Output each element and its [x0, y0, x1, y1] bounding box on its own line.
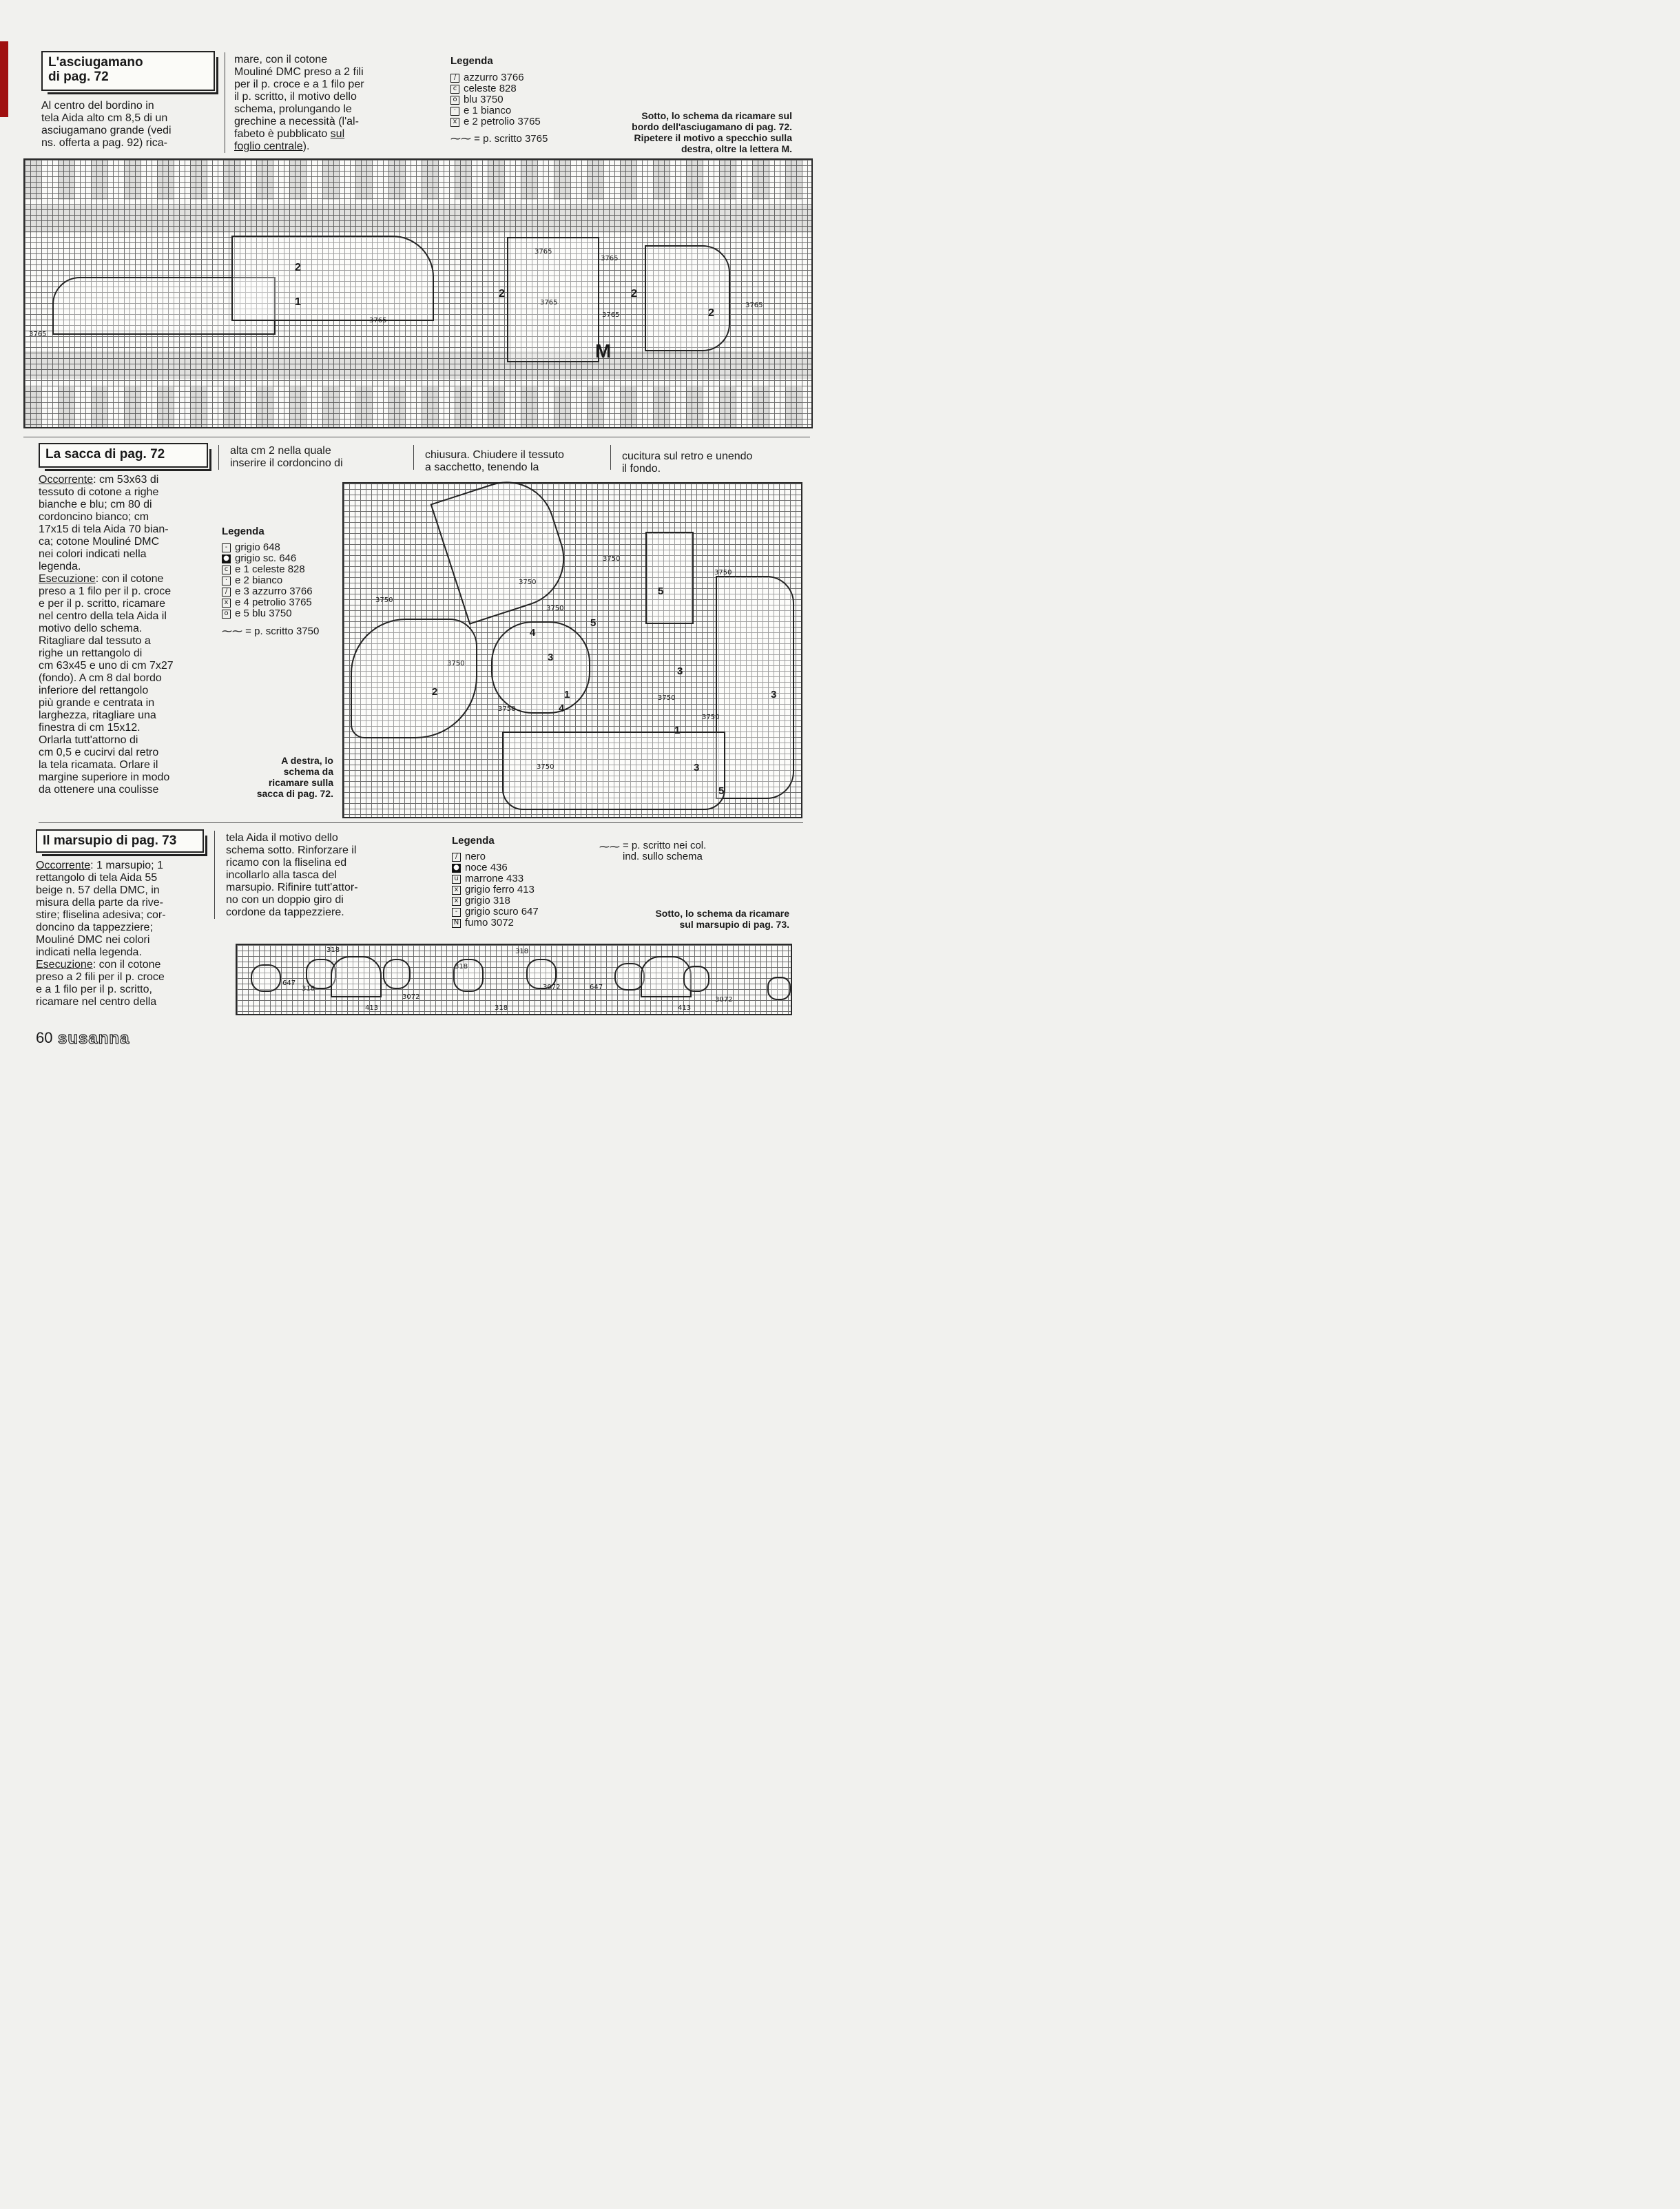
section2-text-col4: cucitura sul retro e unendo il fondo. — [622, 450, 753, 475]
section3-title: Il marsupio di pag. 73 — [36, 829, 204, 853]
stitch-symbol-icon: x — [222, 599, 231, 608]
section2-legend-label: e 2 bianco — [235, 574, 283, 586]
pouch-chart-label: 647 — [590, 984, 603, 991]
section3-legend-item — [452, 917, 539, 929]
towel-letter-block-2 — [645, 245, 730, 351]
stitch-symbol-icon: u — [452, 875, 461, 884]
column-divider — [610, 445, 611, 470]
bag-chart-label: 3750 — [714, 569, 732, 577]
towel-swirl-motif — [231, 236, 434, 321]
section2-text-col3: chiusura. Chiudere il tessuto a sacchetto, tenendo la — [425, 449, 564, 473]
bag-chart-number: 3 — [677, 665, 683, 677]
section3-legend-label: grigio 318 — [465, 895, 510, 906]
section2-legend-label: grigio sc. 646 — [235, 552, 297, 564]
section1-title: L'asciugamano di pag. 72 — [41, 51, 215, 91]
column-divider — [214, 831, 215, 919]
section3-text-col2: tela Aida il motivo dello schema sotto. Rinforzare il ricamo con la fliselina ed incollarlo alla tasca del marsupio. Rifinire tutt'attor- no con un doppio giro di cordone da tappezziere. — [226, 832, 358, 918]
section1-legend — [450, 72, 541, 127]
section1-link-foglio[interactable]: sul foglio centrale — [234, 128, 345, 152]
section3-legend-label: nero — [465, 851, 486, 862]
bag-chart-number: 5 — [658, 585, 664, 597]
towel-chart-bottom-border-band — [25, 387, 811, 427]
bag-letter-motif — [645, 532, 694, 624]
pouch-chart-label: 318 — [455, 963, 468, 971]
pouch-motif — [683, 966, 709, 992]
section2-esecuzione-text: : con il cotone preso a 1 filo per il p. croce e per il p. scritto, ricamare nel centro della tela Aida il motivo dello schema. Ritagliare dal tessuto a righe un rettangolo di cm 63x45 e uno di cm 7x27 (fondo). A cm 8 dal bordo inferiore del rettangolo più grande e centrata in larghezza, ritagliare una finestra di cm 15x12. Orlarla tutt'attorno di cm 0,5 e cucirvi dal retro la tela ricamata. Orlare il margine superiore in modo da ottenere una coulisse — [39, 573, 174, 796]
section3-legend-title: Legenda — [452, 835, 495, 847]
stitch-symbol-icon: N — [452, 919, 461, 928]
section2-legend-label: grigio 648 — [235, 541, 280, 553]
bag-chart-label: 3750 — [498, 705, 516, 713]
section1-legend-label: blu 3750 — [464, 94, 504, 105]
section2-caption: A destra, lo schema da ricamare sulla sacca di pag. 72. — [256, 755, 333, 799]
pouch-chart-label: 413 — [365, 1004, 379, 1012]
section1-text-col2-end: ). — [302, 141, 310, 152]
section2-title: La sacca di pag. 72 — [39, 443, 208, 468]
bag-chart-label: 3750 — [537, 763, 554, 771]
section3-legend-item — [452, 895, 539, 906]
bag-chart-label: 3750 — [519, 579, 537, 586]
pouch-motif — [383, 959, 411, 989]
bag-chart-label: 3750 — [447, 660, 465, 667]
section3-legend-item — [452, 884, 539, 895]
section1-legend-item — [450, 94, 541, 105]
section2-legend-stitch-text: = p. scritto 3750 — [245, 625, 320, 637]
magazine-logo: susanna — [58, 1029, 130, 1048]
bag-chart-label: 3750 — [658, 694, 676, 702]
pouch-chart-label: 318 — [326, 946, 340, 954]
bag-chart-label: 3750 — [702, 714, 720, 721]
pouch-chart-label: 3072 — [402, 993, 420, 1001]
section1-legend-label: e 1 bianco — [464, 105, 512, 116]
section2-legend-label: e 1 celeste 828 — [235, 563, 305, 575]
section2-legend-item — [222, 575, 313, 586]
bag-bottom-motif — [502, 732, 725, 810]
bag-right-motif — [716, 576, 794, 799]
bag-chart-label: 3750 — [546, 605, 564, 612]
stitch-symbol-icon: x — [450, 118, 459, 127]
towel-chart-label: 3765 — [602, 311, 620, 319]
pouch-chart — [236, 944, 792, 1015]
bag-chart-number: 3 — [771, 689, 777, 701]
section3-legend-label: noce 436 — [465, 862, 508, 873]
towel-chart-number: 2 — [708, 307, 714, 319]
section3-legend-label: fumo 3072 — [465, 917, 514, 929]
section1-legend-item — [450, 116, 541, 127]
section1-legend-label: azzurro 3766 — [464, 72, 524, 83]
section1-legend-stitch — [450, 132, 548, 145]
page-edge-strip — [0, 41, 8, 117]
bag-chart-label: 3750 — [375, 597, 393, 604]
section3-text-col1 — [36, 860, 208, 1008]
towel-chart-label: 3765 — [745, 302, 763, 309]
section2-esecuzione-label: Esecuzione — [39, 573, 96, 585]
section2-occorrente-text: : cm 53x63 di tessuto di cotone a righe bianche e blu; cm 80 di cordoncino bianco; cm 17x15 di tela Aida 70 bian- ca; cotone Mouliné DMC nei colori indicati nella legenda. — [39, 474, 169, 572]
towel-chart-label: 3765 — [29, 331, 47, 338]
wavy-line-icon: ⁓⁓ — [599, 840, 620, 853]
section1-caption: Sotto, lo schema da ricamare sul bordo dell'asciugamano di pag. 72. Ripetere il motivo a specchio sulla destra, oltre la lettera M. — [632, 110, 792, 154]
bag-chart-number: 3 — [694, 762, 700, 774]
section2-legend-item — [222, 542, 313, 553]
stitch-symbol-icon: / — [222, 588, 231, 597]
stitch-symbol-icon: c — [222, 566, 231, 574]
pouch-chart-label: 3072 — [715, 996, 733, 1004]
section3-legend-item — [452, 906, 539, 917]
stitch-symbol-icon: · — [222, 577, 231, 585]
stitch-symbol-icon: o — [450, 96, 459, 105]
pouch-chart-label: 318 — [515, 948, 529, 955]
section2-legend-item — [222, 586, 313, 597]
section1-text-col2 — [234, 54, 413, 153]
stitch-symbol-icon: x — [452, 897, 461, 906]
towel-chart-number: 2 — [631, 288, 637, 300]
section1-legend-item — [450, 105, 541, 116]
bag-chart-number: 5 — [590, 617, 597, 629]
towel-chart-number: 2 — [295, 262, 301, 273]
towel-chart-label: 3765 — [540, 299, 558, 307]
section2-text-col1 — [39, 474, 211, 796]
stitch-symbol-icon: x — [452, 886, 461, 895]
pouch-motif — [331, 956, 382, 997]
towel-chart — [23, 158, 813, 428]
stitch-symbol-icon: o — [222, 610, 231, 619]
towel-chart-number: 1 — [295, 296, 301, 308]
section3-esecuzione-label: Esecuzione — [36, 959, 93, 971]
section1-text-col2-main: mare, con il cotone Mouliné DMC preso a 2 fili per il p. croce e a 1 filo per il p. scritto, il motivo dello schema, prolungando le grechine a necessità (l'al- fabeto è pubblicato — [234, 54, 364, 140]
bag-chart-number: 1 — [564, 689, 570, 701]
bag-chart-number: 5 — [718, 785, 725, 797]
bag-circle-motif — [491, 621, 590, 714]
pouch-chart-label: 3072 — [543, 984, 561, 991]
section3-legend-stitch — [599, 840, 706, 862]
stitch-symbol-icon: c — [450, 85, 459, 94]
section3-esecuzione-text: : con il cotone preso a 2 fili per il p. croce e a 1 filo per il p. scritto, ricamare nel centro della — [36, 959, 165, 1008]
wavy-line-icon: ⁓⁓ — [222, 625, 242, 637]
towel-chart-top-border-band — [25, 160, 811, 200]
bag-shell-motif — [431, 469, 577, 625]
bag-chart-number: 4 — [559, 703, 565, 714]
stitch-symbol-icon: / — [450, 74, 459, 83]
pouch-chart-label: 647 — [282, 979, 296, 987]
section2-text-col2: alta cm 2 nella quale inserire il cordoncino di — [230, 445, 343, 469]
towel-chart-greca-top — [25, 205, 811, 233]
pouch-chart-label: 318 — [495, 1004, 508, 1012]
stitch-symbol-icon: · — [450, 107, 459, 116]
towel-chart-letter-m: M — [595, 340, 612, 362]
section2-legend-item — [222, 597, 313, 608]
section3-legend-label: marrone 433 — [465, 873, 524, 884]
wavy-line-icon: ⁓⁓ — [450, 132, 471, 145]
stitch-symbol-icon: ● — [222, 554, 231, 563]
stitch-symbol-icon: - — [452, 908, 461, 917]
section1-text-col1: Al centro del bordino in tela Aida alto cm 8,5 di un asciugamano grande (vedi ns. offerta a pag. 92) rica- — [41, 100, 172, 149]
section3-legend — [452, 851, 539, 929]
bag-chart-number: 2 — [432, 686, 438, 698]
bag-chart-number: 1 — [674, 725, 681, 736]
section3-legend-label: grigio scuro 647 — [465, 906, 539, 917]
towel-chart-label: 3765 — [601, 255, 619, 262]
pouch-chart-label: 318 — [302, 985, 315, 993]
section2-legend-item — [222, 608, 313, 619]
bag-chart-number: 3 — [548, 652, 554, 663]
towel-chart-label: 3765 — [369, 317, 387, 324]
section3-legend-item — [452, 862, 539, 873]
section1-legend-label: e 2 petrolio 3765 — [464, 116, 541, 127]
section1-legend-label: celeste 828 — [464, 83, 517, 94]
page-number: 60 — [36, 1029, 53, 1046]
section1-legend-item — [450, 83, 541, 94]
pouch-motif — [251, 964, 281, 992]
stitch-symbol-icon: / — [452, 853, 461, 862]
section1-legend-stitch-text: = p. scritto 3765 — [474, 133, 548, 145]
section-divider — [39, 822, 803, 823]
towel-chart-label: 3765 — [535, 248, 552, 256]
column-divider — [218, 445, 219, 470]
column-divider — [413, 445, 414, 470]
stitch-symbol-icon: ● — [452, 864, 461, 873]
section3-legend-item — [452, 873, 539, 884]
stitch-symbol-icon: - — [222, 543, 231, 552]
towel-chart-number: 2 — [499, 288, 505, 300]
section2-legend-label: e 4 petrolio 3765 — [235, 597, 312, 608]
section2-legend-stitch — [222, 625, 319, 637]
section2-occorrente-label: Occorrente — [39, 474, 94, 486]
section2-legend-title: Legenda — [222, 526, 265, 537]
pouch-chart-label: 413 — [678, 1004, 692, 1012]
bag-chart-number: 4 — [530, 627, 536, 639]
section3-legend-label: grigio ferro 413 — [465, 884, 535, 895]
section2-legend — [222, 542, 313, 619]
pouch-motif — [767, 977, 791, 1000]
section1-legend-item — [450, 72, 541, 83]
section3-caption: Sotto, lo schema da ricamare sul marsupio di pag. 73. — [655, 908, 789, 930]
section3-occorrente-text: : 1 marsupio; 1 rettangolo di tela Aida 55 beige n. 57 della DMC, in misura della parte da rive- stire; fliselina adesiva; cor- doncino da tappezziere; Mouliné DMC nei colori indicati nella legenda. — [36, 860, 166, 958]
section2-legend-item — [222, 553, 313, 564]
section2-legend-item — [222, 564, 313, 575]
bag-chart-label: 3750 — [603, 555, 621, 563]
section3-legend-item — [452, 851, 539, 862]
section3-occorrente-label: Occorrente — [36, 860, 91, 871]
bag-wave-motif — [351, 619, 477, 738]
section1-legend-title: Legenda — [450, 55, 493, 67]
section3-legend-stitch-text: = p. scritto nei col. ind. sullo schema — [623, 840, 707, 862]
towel-chart-greca-bottom — [25, 351, 811, 379]
section2-legend-label: e 5 blu 3750 — [235, 608, 292, 619]
bag-chart — [342, 482, 802, 818]
section2-legend-label: e 3 azzurro 3766 — [235, 585, 313, 597]
